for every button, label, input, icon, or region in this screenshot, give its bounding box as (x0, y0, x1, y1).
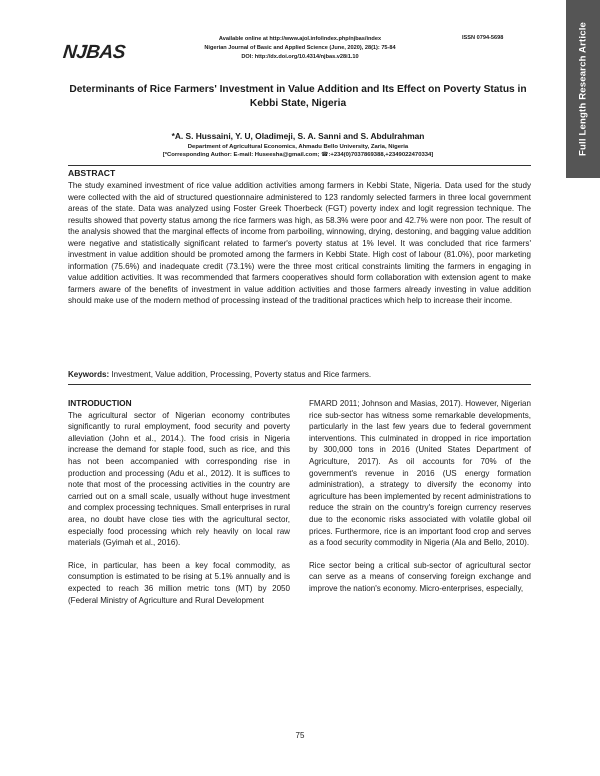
page-number: 75 (295, 731, 305, 740)
paper-title: Determinants of Rice Farmers' Investment in Value Addition and Its Effect on Poverty Status in Kebbi State, Nigeria (69, 84, 527, 109)
right-column (309, 398, 531, 606)
affiliation: Department of Agricultural Economics, Ahmadu Bello University, Zaria, Nigeria (187, 144, 409, 150)
paragraph: Rice sector being a critical sub-sector of agricultural sector can serve as a means of conserving foreign exchange and improve the nation's economy. Micro-enterprises, especially, (309, 560, 531, 593)
keywords-list: Investment, Value addition, Processing, Poverty status and Rice farmers. (109, 370, 372, 379)
paragraph: The agricultural sector of Nigerian economy contributes significantly to rural employment, food security and poverty alleviation (John et al., 2014.). The food crisis in Nigeria increase the demand for staple food, such as rice, and this has not been accompanied with corresponding rise in production and processing (Adu et al., 2012). It is suffices to note that most of the processing activities in the country are carried out on a small scale, usually without huge investment and complex processing techniques. Small enterprises in rural area, no doubt have close ties with the agricultural sector, especially food processing which rely heavily on local raw materials (Gyimah et al., 2016). (68, 410, 290, 548)
keywords-label: Keywords: (68, 370, 110, 379)
article-type-tab (566, 0, 600, 178)
corresponding-author: [*Corresponding Author: E-mail: Huseesha@gmail.com; ☎:+234(0)7037869388,+2349022470334] (162, 152, 434, 158)
journal-citation: Nigerian Journal of Basic and Applied Science (June, 2020), 28(1): 75-84 (204, 45, 396, 51)
abstract-bottom-rule (68, 384, 531, 385)
abstract-body: The study examined investment of rice value addition activities among farmers in Kebbi State, Nigeria. Data used for the study were collected with the aid of structured questionnaire administered to 123 randomly selected farmers in three local government areas of the state. Data was analyzed using Foster Greek Thoerbeck (FGT) poverty index and logit regression technique. The results showed that poverty status among the rice farmers was high, as 58.3% were poor and 42.7% were non poor. The result of the analysis showed that the marginal effects of income from parboiling, winnowing, drying, destoning, and bagging value addition were negative and statistically significant related to farmer's poverty status at 1% level. It was concluded that rice farmers' investment in value addition should be promoted among the farmers in Kebbi State. High cost of labour (81.0%), poor marketing information (75.6%) and inadequate credit (73.1%) were the three most critical constraints limiting the farmers in engaging in value addition activities. It was recommended that farmers cooperatives should form collaboration with extension agent to make farmers aware of the benefits of investment in value addition activities and those farmers already investing in value addition should make use of the modern method of processing instead of the traditional practices which help to increase their income. (68, 181, 531, 305)
paragraph: FMARD 2011; Johnson and Masias, 2017). However, Nigerian rice sub-sector has witness some remarkable developments, particularly in the last few years due to federal government interventions. This culminated in dropped in rice importation by 300,000 tons in 2016 (United States Department of Agriculture, 2017). As oil accounts for 70% of the government's revenue in 2016 (US energy formation administration), a strategy to diversify the economy into agriculture has been implemented by recent administrations to reduce the strain on the country's foreign currency reserves due to the economic risks associated with volatile global oil prices. Furthermore, rice is an important food crop and serves as a food security commodity in Nigeria (Ala and Bello, 2010). (309, 399, 531, 548)
introduction-heading: INTRODUCTION (68, 398, 132, 408)
keywords (68, 369, 531, 381)
journal-logo: NJBAS (61, 42, 127, 63)
doi: DOI: http://dx.doi.org/10.4314/njbas.v28i1.10 (241, 54, 359, 60)
article-type-label: Full Length Research Article (577, 21, 589, 157)
authors: *A. S. Hussaini, Y. U, Oladimeji, S. A. Sanni and S. Abdulrahman (171, 131, 425, 141)
left-column (68, 398, 290, 617)
abstract-top-rule (68, 165, 531, 166)
abstract-heading: ABSTRACT (68, 168, 116, 178)
available-online-line: Available online at http://www.ajol.info/index.php/njbas/index (218, 36, 382, 42)
paragraph: Rice, in particular, has been a key focal commodity, as consumption is estimated to be rising at 5.1% annually and is expected to reach 36 million metric tons (MT) by 2050 (Federal Ministry of Agriculture and Rural Development (68, 560, 290, 605)
issn: ISSN 0794-5698 (462, 35, 504, 41)
